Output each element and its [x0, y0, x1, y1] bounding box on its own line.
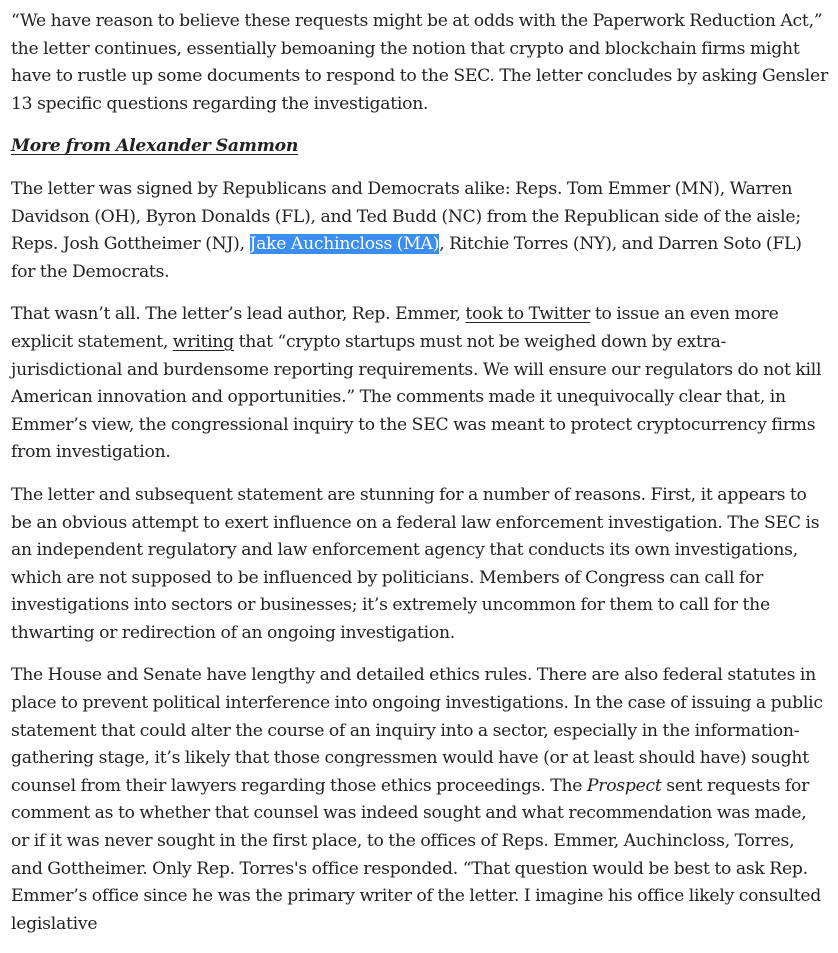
- paragraph-3-text-2: to issue an even more explicit statement,: [11, 304, 779, 352]
- article-body: [11, 8, 829, 953]
- selected-text-highlight[interactable]: Jake Auchincloss (MA): [249, 234, 440, 255]
- paragraph-5-text-2: sent requests for comment as to whether that counsel was indeed sought and what recommendation was made, or if it was never sought in the first place, to the offices of Reps. Emmer, Auchincloss, Torres, and Gottheimer. Only Rep. Torres's office responded. “That question would be best to ask Rep. Emmer’s office since he was the primary writer of the letter. I imagine his office likely consulted legislative: [11, 775, 822, 934]
- publication-name: Prospect: [586, 775, 662, 796]
- paragraph-5-text-1: The House and Senate have lengthy and detailed ethics rules. There are also federal statutes in place to prevent political interference into ongoing investigations. In the case of issuing a public statement that could alter the course of an inquiry into a sector, especially in the information-gathering stage, it’s likely that those congressmen would have (or at least should have) sought counsel from their lawyers regarding those ethics proceedings. The: [11, 665, 823, 796]
- paragraph-1: [11, 8, 829, 118]
- paragraph-1-text: “We have reason to believe these requests might be at odds with the Paperwork Reduction Act,” the letter continues, essentially bemoaning the notion that crypto and blockchain firms might have to rustle up some documents to respond to the SEC. The letter concludes by asking Gensler 13 specific questions regarding the investigation.: [11, 11, 828, 114]
- paragraph-2-text-before: The letter was signed by Republicans and Democrats alike: Reps. Tom Emmer (MN), Warren Davidson (OH), Byron Donalds (FL), and Ted Budd (NC) from the Republican side of the aisle; Reps. Josh Gottheimer (NJ),: [11, 178, 801, 255]
- took-to-twitter-link[interactable]: took to Twitter: [465, 304, 591, 325]
- paragraph-4: [11, 482, 829, 648]
- more-from-author: [11, 133, 829, 161]
- paragraph-2: [11, 176, 829, 286]
- paragraph-3-text-1: That wasn’t all. The letter’s lead author, Rep. Emmer,: [11, 304, 466, 325]
- paragraph-5: [11, 662, 829, 938]
- paragraph-4-text: The letter and subsequent statement are stunning for a number of reasons. First, it appears to be an obvious attempt to exert influence on a federal law enforcement investigation. The SEC is an independent regulatory and law enforcement agency that conducts its own investigations, which are not supposed to be influenced by politicians. Members of Congress can call for investigations into sectors or businesses; it’s extremely uncommon for them to call for the thwarting or redirection of an ongoing investigation.: [11, 484, 820, 643]
- writing-link[interactable]: writing: [172, 331, 234, 352]
- paragraph-2-text-after: , Ritchie Torres (NY), and Darren Soto (FL) for the Democrats.: [11, 234, 802, 282]
- paragraph-3-text-3: that “crypto startups must not be weighed down by extra-jurisdictional and burdensome reporting requirements. We will ensure our regulators do not kill American innovation and opportunities.” The comments made it unequivocally clear that, in Emmer’s view, the congressional inquiry to the SEC was meant to protect cryptocurrency firms from investigation.: [11, 331, 822, 463]
- more-from-author-link[interactable]: More from Alexander Sammon: [11, 136, 299, 157]
- paragraph-3: [11, 301, 829, 467]
